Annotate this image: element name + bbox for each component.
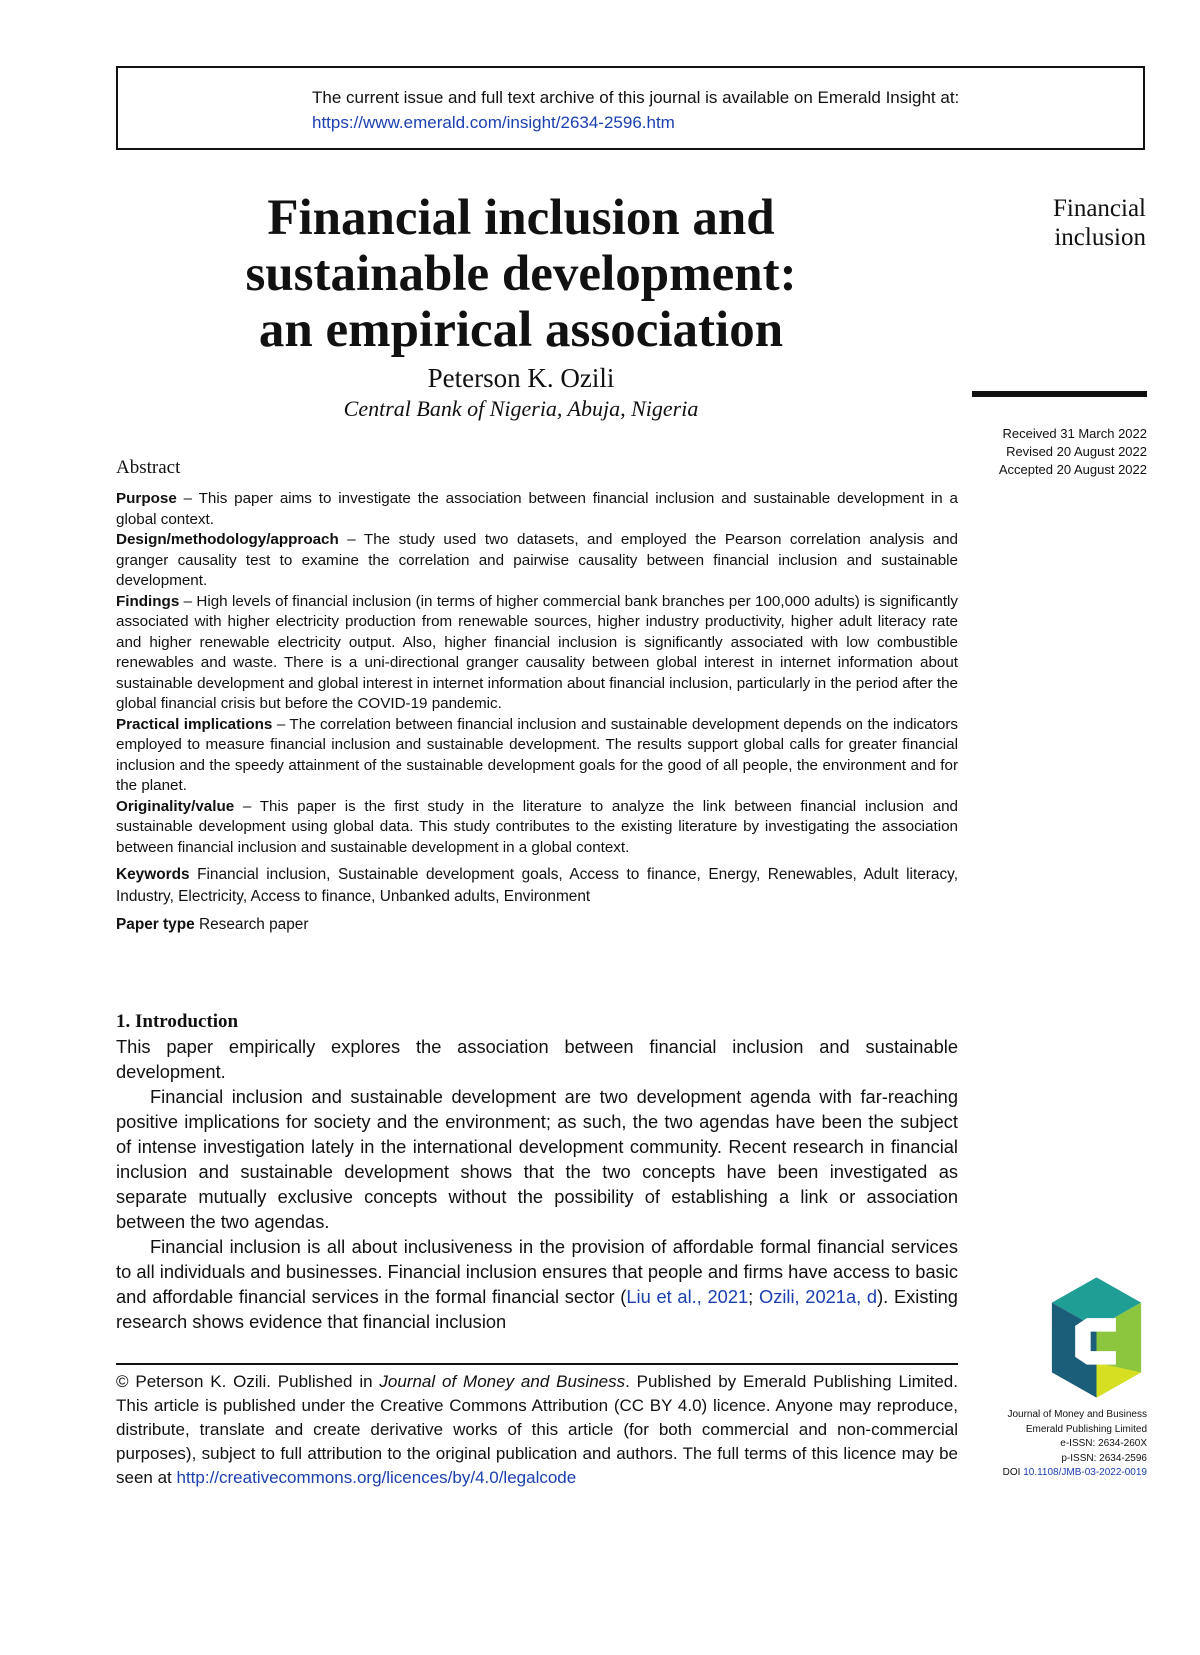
intro-paragraph-2: Financial inclusion and sustainable development are two development agenda with far-reaching positive implications for society and the environment; as such, the two agendas have been the subject of intense investigation lately in the international development community. Recent research in financial inclusion and sustainable development shows that the two concepts have been investigated as separate mutually exclusive concepts without the possibility of establishing a link or association between the two agendas. [116, 1086, 958, 1232]
journal-access-box [116, 66, 1145, 150]
copyright-journal: Journal of Money and Business [379, 1372, 626, 1391]
keywords-label: Keywords [116, 866, 190, 883]
pubinfo-publisher: Emerald Publishing Limited [1025, 1423, 1147, 1435]
date-revised: Revised 20 August 2022 [1006, 444, 1147, 459]
date-received: Received 31 March 2022 [1002, 426, 1147, 441]
paper-type-label: Paper type [116, 916, 195, 933]
p3-start: Financial inclusion is all about inclusiveness in the provision of affordable formal financial services to all individuals and businesses. Financial inclusion ensures that people and firms have access to basic and affordable financial services in the formal financial sector ( [116, 1236, 958, 1307]
intro-paragraph-3 [116, 1234, 958, 1334]
copyright-notice [116, 1370, 958, 1490]
pubinfo-doi [960, 1466, 1147, 1481]
article-title [116, 190, 926, 358]
sidebar-rule [972, 391, 1147, 397]
article-dates [960, 425, 1147, 479]
pubinfo-eissn: e-ISSN: 2634-260X [1060, 1438, 1147, 1449]
findings-label: Findings [116, 592, 180, 610]
journal-url-link[interactable]: https://www.emerald.com/insight/2634-2596.htm [312, 113, 675, 132]
title-line3: an empirical association [258, 302, 784, 358]
originality-label: Originality/value [116, 797, 235, 815]
paper-type-text: Research paper [194, 916, 309, 933]
citation-liu-link[interactable]: Liu et al., 2021 [626, 1286, 749, 1307]
author-affiliation: Central Bank of Nigeria, Abuja, Nigeria [343, 396, 699, 421]
abstract-findings [116, 592, 958, 715]
copyright-start: © Peterson K. Ozili. Published in [116, 1372, 380, 1391]
findings-text: – High levels of financial inclusion (in terms of higher commercial bank branches per 100,000 adults) is significantly associated with higher electricity production from renewable sources, higher industry productivity, higher adult literacy rate and higher renewable electricity output. Also, higher financial inclusion is significantly associated with low combustible renewables and waste. There is a uni-directional granger causality between global interest in internet information about sustainable development and global interest in internet information about financial inclusion, particularly in the period after the global financial crisis but before the COVID-19 pandemic. [116, 592, 958, 712]
emerald-logo-icon [1048, 1275, 1145, 1400]
date-accepted: Accepted 20 August 2022 [998, 462, 1147, 477]
purpose-text: – This paper aims to investigate the association between financial inclusion and sustainable development in a global context. [116, 490, 958, 528]
publication-info [960, 1408, 1147, 1481]
abstract-keywords [116, 864, 958, 908]
title-line1: Financial inclusion and [267, 190, 775, 246]
copyright-rest: . Published by Emerald Publishing Limited. This article is published under the Creative Commons Attribution (CC BY 4.0) licence. Anyone may reproduce, distribute, translate and create derivative works of this article (for both commercial and non-commercial purposes), subject to full attribution to the original publication and authors. The full terms of this licence may be seen at [116, 1372, 958, 1487]
author-name: Peterson K. Ozili [427, 363, 615, 393]
license-link[interactable]: http://creativecommons.org/licences/by/4.0/legalcode [176, 1468, 577, 1487]
design-label: Design/methodology/approach [116, 531, 339, 548]
originality-text: – This paper is the first study in the literature to analyze the link between financial inclusion and sustainable development using global data. This study contributes to the existing literature by investigating the association between financial inclusion and sustainable development in a global context. [116, 797, 958, 856]
abstract-design [116, 530, 958, 592]
keywords-text: Financial inclusion, Sustainable development goals, Access to finance, Energy, Renewables, Adult literacy, Industry, Electricity, Access to finance, Unbanked adults, Environment [116, 866, 958, 905]
doi-label: DOI [1002, 1467, 1024, 1478]
pubinfo-journal: Journal of Money and Business [1007, 1409, 1147, 1420]
abstract-practical [116, 715, 958, 797]
abstract-originality [116, 797, 958, 859]
purpose-label: Purpose [116, 490, 177, 507]
abstract-paper-type [116, 914, 958, 936]
citation-separator: ; [748, 1286, 759, 1307]
citation-ozili-link[interactable]: Ozili, 2021a, d [758, 1286, 878, 1307]
introduction-heading: 1. Introduction [116, 1011, 239, 1032]
intro-paragraph-1: This paper empirically explores the association between financial inclusion and sustainable development. [116, 1036, 958, 1082]
footnote-rule [116, 1363, 958, 1365]
practical-text: – The correlation between financial inclusion and sustainable development depends on the indicators employed to measure financial inclusion and sustainable development. The results support global calls for greater financial inclusion and the speedy attainment of the sustainable development goals for the good of all people, the environment and for the planet. [116, 715, 958, 794]
doi-link[interactable]: 10.1108/JMB-03-2022-0019 [1023, 1467, 1147, 1478]
introduction-section [116, 1009, 958, 1334]
practical-label: Practical implications [116, 715, 273, 733]
title-line2: sustainable development: [245, 246, 797, 302]
p3-end: ). Existing research shows evidence that financial inclusion [116, 1286, 958, 1332]
pubinfo-pissn: p-ISSN: 2634-2596 [1061, 1452, 1147, 1464]
abstract-heading: Abstract [116, 457, 181, 478]
abstract-purpose [116, 489, 958, 530]
running-head-line1: Financial [1052, 195, 1146, 222]
abstract [116, 455, 958, 936]
design-text: – The study used two datasets, and employed the Pearson correlation analysis and granger causality test to examine the correlation and pairwise causality between financial inclusion and sustainable development. [116, 531, 958, 589]
running-head [996, 194, 1146, 252]
access-text: The current issue and full text archive of this journal is available on Emerald Insight at: [312, 88, 960, 107]
running-head-line2: inclusion [1054, 224, 1146, 251]
